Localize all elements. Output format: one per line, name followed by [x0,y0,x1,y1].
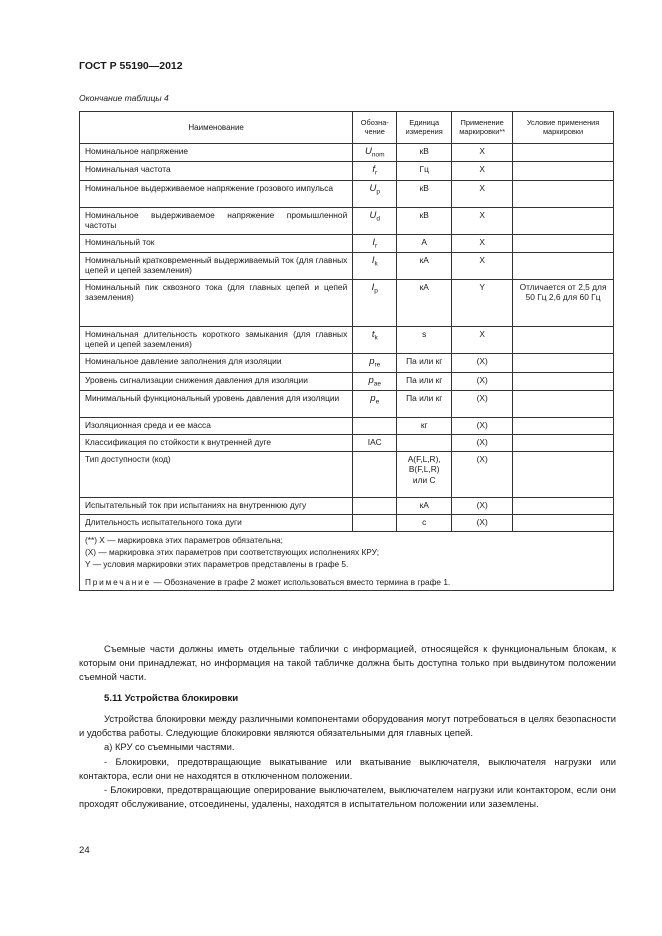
table-row [80,418,614,435]
cell-unit: A(F,L,R), B(F,L,R) или C [397,452,452,498]
header-condition: Условие применения маркировки [513,112,614,144]
symbol-letter: I [371,282,375,294]
cell-symbol [353,144,397,162]
cell-symbol [353,354,397,372]
paragraph: а) КРУ со съемными частями. [104,741,235,753]
cell-marking: (X) [452,452,513,498]
cell-marking: X [452,162,513,180]
note-text: — Обозначение в графе 2 может использоваться вместо термина в графе 1. [151,577,451,588]
cell-name: Номинальное давление заполнения для изоляции [80,354,353,372]
cell-condition [513,372,614,390]
cell-name: Длительность испытательного тока дуги [80,515,353,532]
symbol-subscript: ae [373,380,382,388]
header-name: Наименование [80,112,353,144]
cell-name: Минимальный функциональный уровень давления для изоляции [80,391,353,418]
table-row [80,435,614,452]
table-row [80,354,614,372]
table-row [80,144,614,162]
cell-symbol [353,418,397,435]
cell-condition [513,180,614,207]
cell-unit: кВ [397,180,452,207]
cell-condition [513,207,614,234]
symbol-subscript: k [374,335,378,343]
cell-condition [513,391,614,418]
cell-marking: Y [452,280,513,327]
cell-symbol [353,207,397,234]
symbol-letter: p [370,393,376,405]
cell-marking: (X) [452,354,513,372]
cell-unit: с [397,515,452,532]
symbol-letter: U [364,146,372,157]
cell-unit: кА [397,280,452,327]
symbol-letter: I [371,255,375,267]
cell-symbol [353,372,397,390]
table-row [80,207,614,234]
header-marking: Применение маркировки** [452,112,513,144]
document-code: ГОСТ Р 55190—2012 [79,60,183,72]
cell-unit: Па или кг [397,354,452,372]
table-row [80,372,614,390]
cell-unit: Гц [397,162,452,180]
cell-name: Номинальное выдерживаемое напряжение грозового импульса [80,180,353,207]
symbol-subscript: r [374,242,378,250]
cell-unit: А [397,234,452,252]
symbol-subscript: p [376,188,380,196]
symbol-letter: U [369,209,377,221]
table-row [80,280,614,327]
cell-unit: кг [397,418,452,435]
notes-row [80,532,614,591]
cell-unit: s [397,327,452,354]
cell-unit: кВ [397,207,452,234]
cell-symbol [353,452,397,498]
table-row [80,498,614,515]
cell-condition [513,144,614,162]
cell-marking: X [452,327,513,354]
symbol-letter: t [371,329,375,341]
cell-marking: X [452,234,513,252]
cell-symbol [353,515,397,532]
cell-name: Номинальное выдерживаемое напряжение промышленной частоты [80,207,353,234]
table-row [80,234,614,252]
symbol-letter: IAC [367,437,382,448]
cell-marking: (X) [452,372,513,390]
cell-condition [513,354,614,372]
symbol-letter: f [372,164,375,176]
table-row [80,180,614,207]
cell-marking: X [452,180,513,207]
cell-condition [513,515,614,532]
note-remark [85,576,608,588]
symbol-letter: p [368,374,374,386]
cell-name: Номинальное напряжение [80,144,353,162]
symbol-subscript: nom [371,151,385,159]
note-line: (X) — маркировка этих параметров при соответствующих исполнениях КРУ; [85,547,380,558]
table-header-row [80,112,614,144]
cell-marking: (X) [452,435,513,452]
note-label: Примечание [85,577,152,588]
symbol-letter: p [369,356,375,368]
cell-name: Номинальный ток [80,234,353,252]
table-row [80,515,614,532]
cell-unit: кА [397,253,452,280]
symbol-subscript: k [374,261,378,269]
cell-symbol [353,162,397,180]
cell-name: Номинальная длительность короткого замыкания (для главных цепей и цепей заземления) [80,327,353,354]
cell-name: Изоляционная среда и ее масса [80,418,353,435]
paragraph: Устройства блокировки между различными компонентами оборудования могут потребоваться в целях безопасности и удобства работы. Следующие блокировки являются обязательными для главных цепей. [79,713,616,739]
cell-marking: X [452,253,513,280]
cell-condition [513,234,614,252]
cell-name: Номинальный пик сквозного тока (для главных цепей и цепей заземления) [80,280,353,327]
cell-condition: Отличается от 2,5 для 50 Гц 2,6 для 60 Гц [513,280,614,327]
cell-marking: (X) [452,418,513,435]
cell-condition [513,162,614,180]
section-title: 5.11 Устройства блокировки [104,693,239,704]
cell-name: Номинальный кратковременный выдерживаемый ток (для главных цепей и цепей заземления) [80,253,353,280]
symbol-subscript: re [374,362,381,370]
cell-marking: (X) [452,498,513,515]
cell-symbol [353,234,397,252]
table-row [80,327,614,354]
header-symbol: Обозна- чение [353,112,397,144]
cell-unit: кА [397,498,452,515]
cell-condition [513,498,614,515]
cell-condition [513,327,614,354]
cell-name: Испытательный ток при испытаниях на внутреннюю дугу [80,498,353,515]
cell-unit [397,435,452,452]
cell-symbol [353,435,397,452]
cell-unit: Па или кг [397,391,452,418]
paragraph-removable-parts [79,642,616,685]
paragraph: Съемные части должны иметь отдельные таблички с информацией, относящейся к функциональным блокам, к которым они принадлежат, но информация на такой табличке должна быть доступна только при выдвинутом положении съемной части. [79,643,616,683]
cell-marking: (X) [452,391,513,418]
cell-symbol [353,498,397,515]
symbol-subscript: d [376,215,380,223]
table-notes [80,532,614,591]
cell-symbol [353,391,397,418]
cell-condition [513,418,614,435]
cell-condition [513,253,614,280]
table-row [80,452,614,498]
cell-name: Номинальная частота [80,162,353,180]
cell-condition [513,435,614,452]
symbol-subscript: p [374,288,378,296]
cell-marking: (X) [452,515,513,532]
cell-name: Классификация по стойкости к внутренней дуге [80,435,353,452]
table-row [80,253,614,280]
cell-symbol [353,327,397,354]
section-body [79,712,616,811]
header-unit: Единица измерения [397,112,452,144]
table-caption: Окончание таблицы 4 [79,93,169,103]
parameters-table [79,111,614,591]
cell-symbol [353,253,397,280]
cell-name: Тип доступности (код) [80,452,353,498]
cell-unit: Па или кг [397,372,452,390]
page-number: 24 [79,845,90,856]
cell-symbol [353,180,397,207]
paragraph: - Блокировки, предотвращающие выкатывание или вкатывание выключателя, выключателя нагрузки или контактора, если они не находятся в отключенном положении. [79,755,616,781]
cell-unit: кВ [397,144,452,162]
cell-condition [513,452,614,498]
cell-marking: X [452,207,513,234]
note-line: Y — условия маркировки этих параметров представлены в графе 5. [85,559,349,570]
cell-name: Уровень сигнализации снижения давления для изоляции [80,372,353,390]
symbol-letter: I [372,236,375,248]
note-line: (**) X — маркировка этих параметров обязательна; [85,535,283,546]
table-row [80,391,614,418]
symbol-subscript: r [374,170,378,178]
cell-symbol [353,280,397,327]
symbol-letter: U [369,182,377,194]
table-row [80,162,614,180]
paragraph: - Блокировки, предотвращающие оперирование выключателем, выключателем нагрузки или контактором, если они проходят обслуживание, отсоединены, удалены, находятся в испытательном положении или заземлены. [79,784,616,810]
symbol-subscript: e [375,399,380,407]
cell-marking: X [452,144,513,162]
